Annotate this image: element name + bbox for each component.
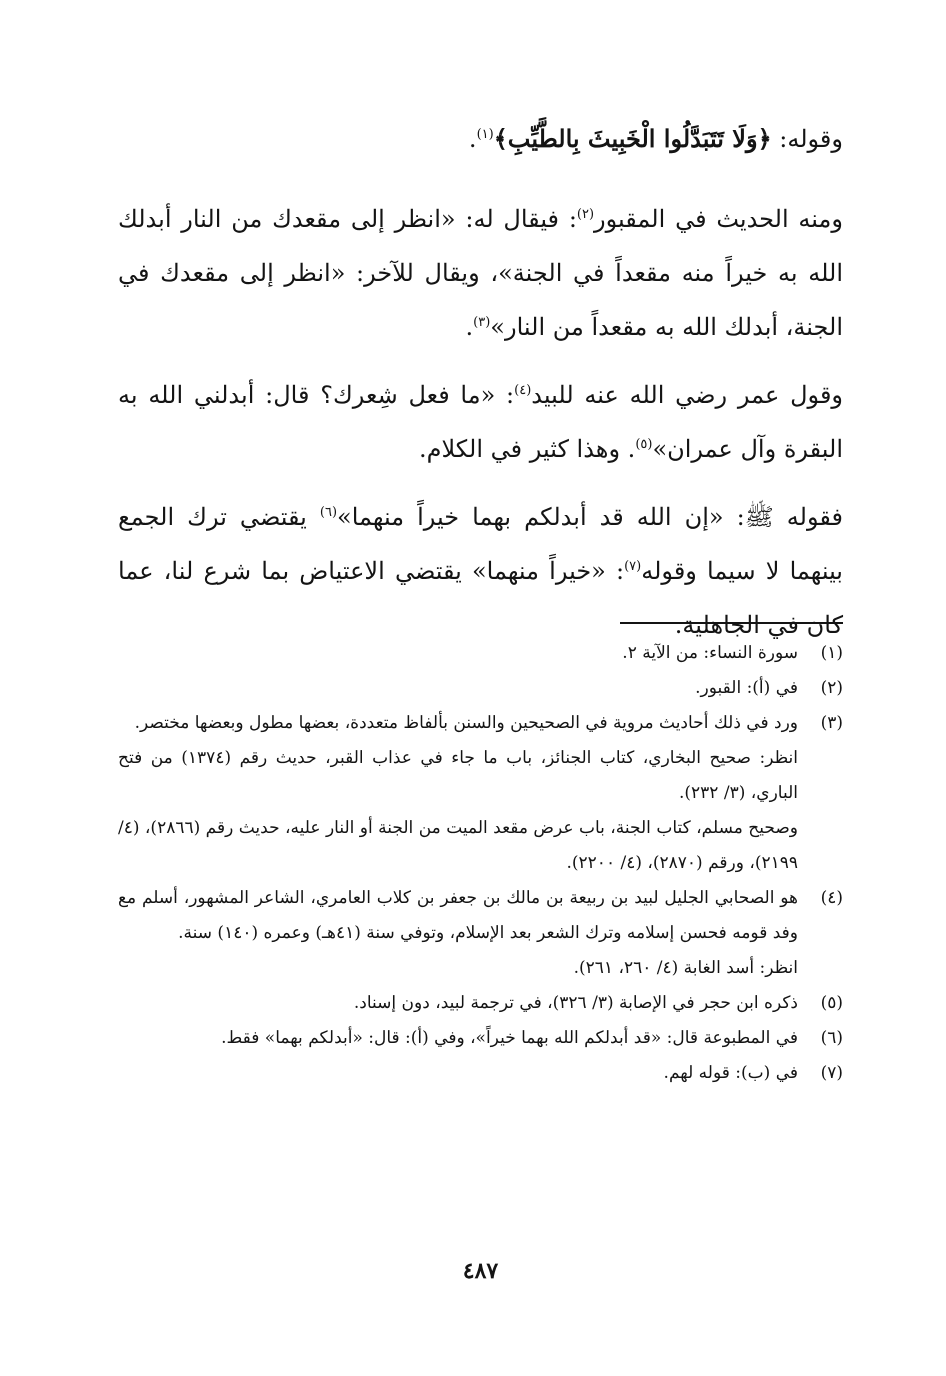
paragraph-text: ومنه الحديث في المقبور xyxy=(594,205,843,233)
paragraph-text: : «ما فعل شِعرك؟ قال: أبدلني الله به البقرة وآل عمران» xyxy=(118,381,843,463)
footnotes xyxy=(118,636,843,1091)
footnote-number: (٦) xyxy=(820,1028,843,1048)
paragraph-umar xyxy=(118,368,843,476)
paragraph-text: فقوله ﷺ: «إن الله قد أبدلكم بهما خيراً منهما» xyxy=(337,503,843,531)
footnote-line: انظر: صحيح البخاري، كتاب الجنائز، باب ما جاء في عذاب القبر، حديث رقم (١٣٧٤) من فتح الباري، (٣/ ٢٣٢). xyxy=(118,748,798,803)
footnote-text xyxy=(118,1021,798,1056)
footnote-ref[interactable]: (٢) xyxy=(576,207,595,222)
footnote-separator xyxy=(620,622,843,624)
footnote-text xyxy=(118,986,798,1021)
footnote-3 xyxy=(118,706,843,881)
footnote-ref[interactable]: (٤) xyxy=(514,383,532,398)
footnote-number: (٥) xyxy=(820,993,843,1013)
footnote-1 xyxy=(118,636,843,671)
footnote-line: سورة النساء: من الآية ٢. xyxy=(622,643,798,663)
main-text xyxy=(118,112,843,666)
footnote-number: (٧) xyxy=(820,1063,843,1083)
footnote-5 xyxy=(118,986,843,1021)
footnote-number: (٢) xyxy=(820,678,843,698)
footnote-text xyxy=(118,671,798,706)
footnote-number: (١) xyxy=(820,643,843,663)
footnote-line: في المطبوعة قال: «قد أبدلكم الله بهما خيراً»، وفي (أ): قال: «أبدلكم بهما» فقط. xyxy=(221,1028,798,1048)
paragraph-end: . xyxy=(465,313,474,341)
footnote-text xyxy=(118,881,798,986)
footnote-ref[interactable]: (١) xyxy=(476,127,494,142)
footnote-ref[interactable]: (٧) xyxy=(624,559,642,574)
footnote-2 xyxy=(118,671,843,706)
paragraph-hadith xyxy=(118,192,843,354)
paragraph-conclusion xyxy=(118,490,843,652)
footnote-line: ذكره ابن حجر في الإصابة (٣/ ٣٢٦)، في ترجمة لبيد، دون إسناد. xyxy=(353,993,798,1013)
footnote-4 xyxy=(118,881,843,986)
quran-verse: ﴿وَلَا تَتَبَدَّلُوا الْخَبِيثَ بِالطَّيِّبِ﴾ xyxy=(493,124,772,153)
footnote-number: (٤) xyxy=(820,888,843,908)
paragraph-verse xyxy=(118,112,843,166)
paragraph-end: . xyxy=(468,125,477,153)
footnote-ref[interactable]: (٦) xyxy=(319,505,338,520)
paragraph-text: : «خيراً منهما» يقتضي الاعتياض بما شرع لنا، عما كان في الجاهلية. xyxy=(118,557,843,639)
footnote-line: انظر: أسد الغابة (٤/ ٢٦٠، ٢٦١). xyxy=(573,958,798,978)
footnote-line: هو الصحابي الجليل لبيد بن ربيعة بن مالك بن جعفر بن كلاب العامري، الشاعر المشهور، أسلم مع وفد قومه فحسن إسلامه وترك الشعر بعد الإسلام، وتوفي سنة (٤١هـ) وعمره (١٤٠) سنة. xyxy=(118,888,798,943)
footnote-line: في (أ): القبور. xyxy=(695,678,798,698)
footnote-6 xyxy=(118,1021,843,1056)
paragraph-text: يقتضي ترك الجمع بينهما لا سيما وقوله xyxy=(118,503,843,585)
footnote-ref[interactable]: (٣) xyxy=(473,315,491,330)
footnote-text xyxy=(118,706,798,881)
footnote-line: في (ب): قوله لهم. xyxy=(663,1063,798,1083)
page-number: ٤٨٧ xyxy=(462,1258,499,1284)
footnote-line: ورد في ذلك أحاديث مروية في الصحيحين والسنن بألفاظ متعددة، بعضها مطول وبعضها مختصر. xyxy=(134,713,798,733)
verse-intro: وقوله: xyxy=(771,125,843,153)
footnote-text xyxy=(118,636,798,671)
footnote-number: (٣) xyxy=(820,713,843,733)
footnote-text xyxy=(118,1056,798,1091)
paragraph-text: : فيقال له: «انظر إلى مقعدك من النار أبدلك الله به خيراً منه مقعداً في الجنة»، ويقال للآخر: «انظر إلى مقعدك في الجنة، أبدلك الله به مقعداً من النار» xyxy=(118,205,843,341)
paragraph-text: وقول عمر رضي الله عنه للبيد xyxy=(531,381,844,409)
footnote-7 xyxy=(118,1056,843,1091)
paragraph-text: . وهذا كثير في الكلام. xyxy=(418,435,636,463)
footnote-ref[interactable]: (٥) xyxy=(635,437,653,452)
footnote-line: وصحيح مسلم، كتاب الجنة، باب عرض مقعد الميت من الجنة أو النار عليه، حديث رقم (٢٨٦٦)، (٤/ ٢١٩٩)، ورقم (٢٨٧٠)، (٤/ ٢٢٠٠). xyxy=(118,818,799,873)
